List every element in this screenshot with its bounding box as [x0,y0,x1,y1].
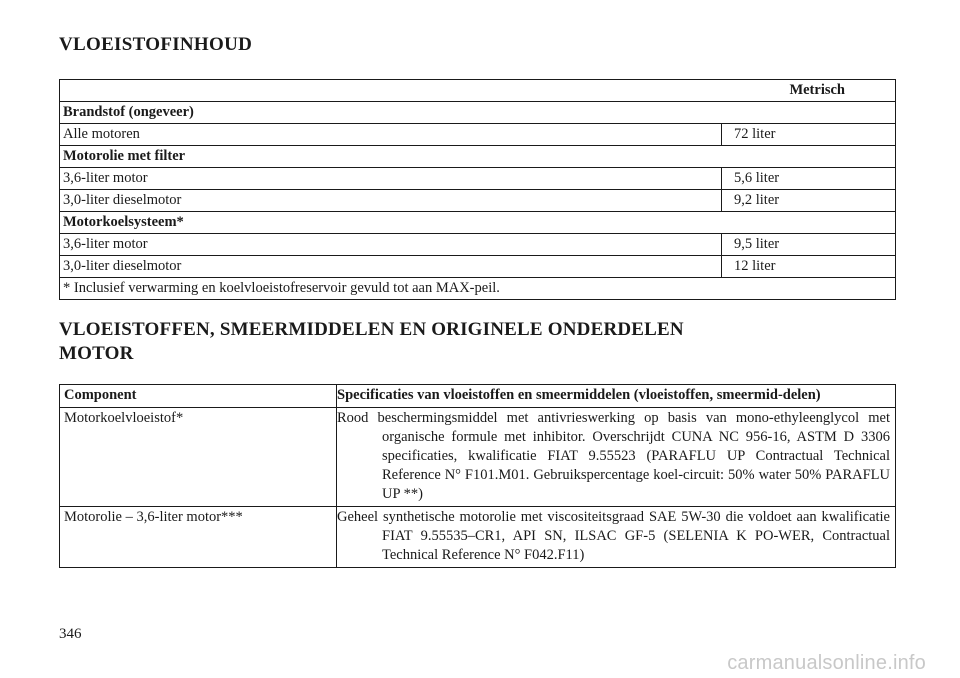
table-row [60,408,896,507]
footnote: * Inclusief verwarming en koelvloeistofreservoir gevuld tot aan MAX-peil. [60,278,896,300]
section-heading [59,318,684,366]
table-row [60,190,896,212]
table-header-row [60,80,896,102]
table-row [60,507,896,568]
column-header-spec: Specificaties van vloeistoffen en smeermiddelen (vloeistoffen, smeermid-delen) [337,385,896,408]
row-value: 5,6 liter [722,168,896,190]
watermark: carmanualsonline.info [727,652,926,674]
spec-cell: Rood beschermingsmiddel met antivrieswerking op basis van mono-ethyleenglycol met organische formule met inhibitor. Overschrijdt CUNA NC 956-16, ASTM D 3306 specificaties, kwalificatie FIAT 9.55523 (PARAFLU UP Contractual Technical Reference N° F101.M01. Gebruikspercentage koel-circuit: 50% water 50% PARAFLU UP **) [337,408,896,507]
footnote-row [60,278,896,300]
table-header-row [60,385,896,408]
row-label: 3,0-liter dieselmotor [60,190,722,212]
group-label-engine-oil: Motorolie met filter [60,146,896,168]
capacities-table [59,79,896,300]
fluids-table [59,384,896,568]
row-value: 12 liter [722,256,896,278]
section-subtitle-engine: MOTOR [59,343,134,364]
column-header-metric: Metrisch [60,80,896,102]
group-row [60,146,896,168]
group-row [60,102,896,124]
row-label: 3,6-liter motor [60,234,722,256]
group-label-cooling: Motorkoelsysteem* [60,212,896,234]
row-value: 9,5 liter [722,234,896,256]
table-row [60,256,896,278]
row-label: 3,6-liter motor [60,168,722,190]
table-row [60,124,896,146]
row-value: 72 liter [722,124,896,146]
page-number: 346 [59,626,82,642]
section-title-capacities: VLOEISTOFINHOUD [59,34,253,55]
section-title-fluids: VLOEISTOFFEN, SMEERMIDDELEN EN ORIGINELE ONDERDELEN [59,319,684,340]
component-cell: Motorkoelvloeistof* [60,408,337,507]
table-row [60,168,896,190]
component-cell: Motorolie – 3,6-liter motor*** [60,507,337,568]
row-label: Alle motoren [60,124,722,146]
row-value: 9,2 liter [722,190,896,212]
column-header-component: Component [60,385,337,408]
table-row [60,234,896,256]
group-row [60,212,896,234]
spec-cell: Geheel synthetische motorolie met viscositeitsgraad SAE 5W-30 die voldoet aan kwalificatie FIAT 9.55535–CR1, API SN, ILSAC GF-5 (SELENIA K PO-WER, Contractual Technical Reference N° F042.F11) [337,507,896,568]
row-label: 3,0-liter dieselmotor [60,256,722,278]
group-label-fuel: Brandstof (ongeveer) [60,102,896,124]
